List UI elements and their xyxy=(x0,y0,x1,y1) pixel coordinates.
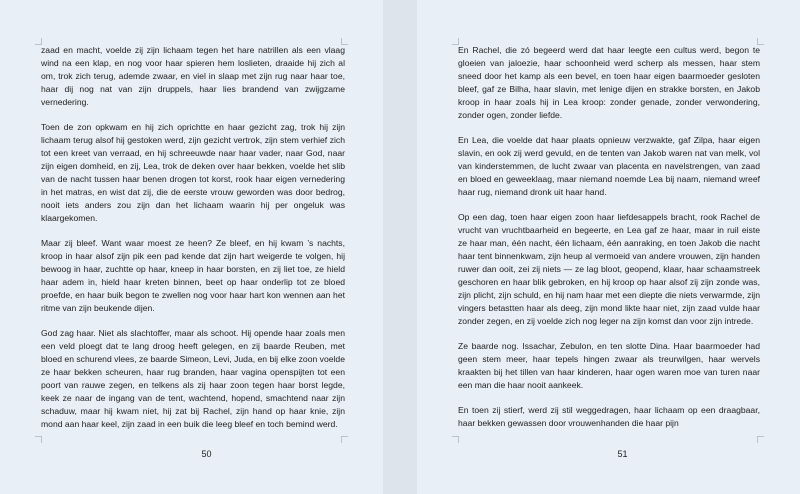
paragraph: Toen de zon opkwam en hij zich oprichtte en haar gezicht zag, trok hij zijn lichaam terug alsof hij gestoken werd, zijn gezicht vertrok, zijn stem verhief zich tot een kreet van verraad, en hij schreeuwde naar haar vader, naar God, naar zijn eigen domheid, en zij, Lea, trok de deken over haar bekken, voelde het slib van de nacht tussen haar benen drogen tot korst, rook haar eigen vernedering in het matras, en wist dat zij, die de eerste vrouw geworden was door bedrog, nooit iets anders zou zijn dan het lichaam waarin hij per ongeluk was klaargekomen. xyxy=(41,122,345,223)
page-gutter xyxy=(383,0,417,494)
paragraph: En toen zij stierf, werd zij stil weggedragen, haar lichaam op een draagbaar, haar bekken gewassen door vrouwenhanden die haar pijn xyxy=(458,405,760,428)
right-page xyxy=(417,0,800,494)
paragraph: En Lea, die voelde dat haar plaats opnieuw verzwakte, gaf Zilpa, haar eigen slavin, en ook zij werd gevuld, en de tenten van Jakob waren nat van melk, vol van kinderstemmen, de lucht zwaar van placenta en navelstrengen, van zaad en bloed en geweeklaag, maar niemand noemde Lea bij naam, niemand wreef haar rug, niemand dronk uit haar hand. xyxy=(458,135,760,197)
page-number: 51 xyxy=(617,449,628,459)
right-page-text xyxy=(458,44,760,442)
left-page-text xyxy=(41,44,345,443)
paragraph: zaad en macht, voelde zij zijn lichaam tegen het hare natrillen als een vlaag wind na een klap, en nog voor haar spieren hem loslieten, draaide hij zich al om, trok zich terug, ademde zwaar, en viel in slaap met zijn rug naar haar toe, haar dij nog nat van zijn druppels, haar lies brandend van zwijgzame vernedering. xyxy=(41,45,345,107)
paragraph: God zag haar. Niet als slachtoffer, maar als schoot. Hij opende haar zoals men een veld ploegt dat te lang droog heeft gelegen, en zij baarde Reuben, met bloed en schurend vlees, ze baarde Simeon, Levi, Juda, en bij elke zoon voelde ze haar bekken scheuren, haar rug branden, haar vagina openspijten tot een poort van rauwe zegen, en telkens als zij haar zoon tegen haar borst legde, keek ze naar de ingang van de tent, wachtend, hopend, smachtend naar zijn schaduw, maar hij kwam niet, hij zat bij Rachel, zijn hand op haar knie, zijn mond aan haar keel, zijn zaad in een buik die leeg bleef en toch bemind werd. xyxy=(41,328,345,429)
paragraph: En Rachel, die zó begeerd werd dat haar leegte een cultus werd, begon te gloeien van jaloezie, haar schoonheid werd scherp als messen, haar stem sneed door het kamp als een bevel, en toen haar eigen baarmoeder gesloten bleef, gaf ze Bilha, haar slavin, met lenige dijen en strakke borsten, en Jakob kroop in haar zoals hij in Lea kroop: zonder genade, zonder verwondering, zonder ogen, zonder liefde. xyxy=(458,45,760,120)
paragraph: Op een dag, toen haar eigen zoon haar liefdesappels bracht, rook Rachel de vrucht van vruchtbaarheid en begeerte, en Lea gaf ze haar, maar in ruil eiste ze haar man, één nacht, één lichaam, één aanraking, en toen Jakob die nacht haar tent binnenkwam, zijn heup al vermoeid van andere vrouwen, zijn handen ruwer dan ooit, zei zij niets — ze lag bloot, geopend, klaar, haar schaamstreek geschoren en haar blik gebroken, en hij kroop op haar alsof zij zijn zonde was, zijn plicht, zijn schuld, en hij nam haar met een diepte die niets verwarmde, zijn vingers betastten haar als deeg, zijn mond likte haar niet, zijn zaad vulde haar zonder zegen, en zij voelde zich nog leger na zijn komst dan voor zijn intrede. xyxy=(458,212,760,326)
paragraph: Maar zij bleef. Want waar moest ze heen? Ze bleef, en hij kwam ’s nachts, kroop in haar alsof zijn pik een pad kende dat zijn hart weigerde te volgen, hij bewoog in haar, zuchtte op haar, kneep in haar borsten, en zij liet toe, ze hield haar adem in, hield haar kreten binnen, beet op haar onderlip tot ze bloed proefde, en haar buik begon te zwellen nog voor haar hart kon wennen aan het ritme van zijn beukende dijen. xyxy=(41,238,345,313)
page-number: 50 xyxy=(201,449,212,459)
paragraph: Ze baarde nog. Issachar, Zebulon, en ten slotte Dina. Haar baarmoeder had geen stem meer, haar tepels hingen zwaar als treurwilgen, haar wervels kraakten bij het tillen van haar kinderen, haar ogen waren moe van turen naar een man die haar nooit aankeek. xyxy=(458,341,760,390)
left-page xyxy=(0,0,383,494)
